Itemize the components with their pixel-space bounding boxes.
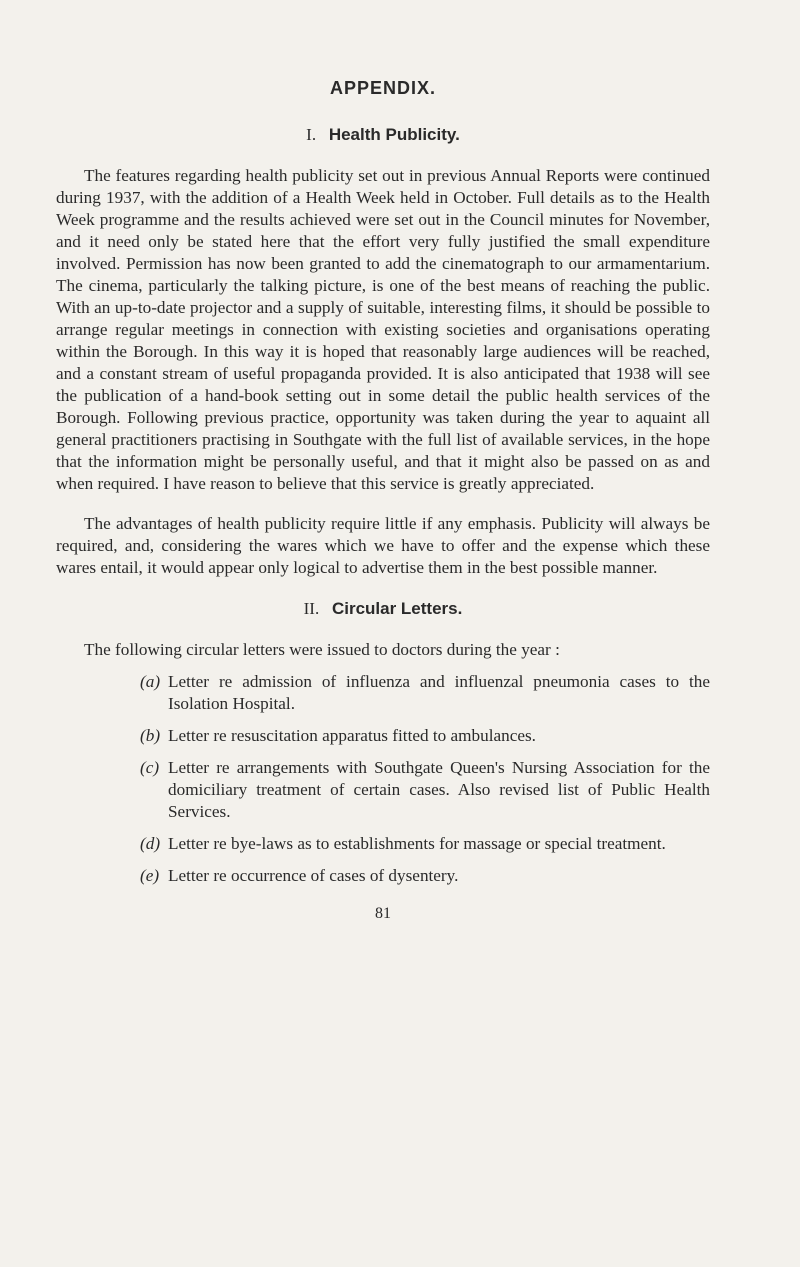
appendix-title: APPENDIX. (329, 78, 437, 98)
list-item-text: Letter re resuscitation apparatus fitted to ambulances. (168, 726, 536, 745)
list-item-text: Letter re admission of influenza and influenzal pneumonia cases to the Isolation Hospital. (168, 672, 710, 713)
paragraph: The features regarding health publicity set out in previous Annual Reports were continued during 1937, with the addition of a Health Week held in October. Full details as to the Health Week programme and the results achieved were set out in the Council minutes for November, and it need only be stated here that the effort very fully justified the small expenditure involved. Permission has now been granted to add the cinematograph to our armamentarium. The cinema, particularly the talking picture, is one of the best means of reaching the public. With an up-to-date projector and a supply of suitable, interesting films, it should be possible to arrange regular meetings in connection with existing societies and organisations operating within the Borough. In this way it is hoped that reasonably large audiences will be reached, and a constant stream of useful propaganda provided. It is also anticipated that 1938 will see the publication of a hand-book setting out in some detail the public health services of the Borough. Following previous practice, opportunity was taken during the year to aquaint all general practitioners practising in Southgate with the full list of available services, in the hope that the information might be personally useful, and that it might also be passed on as and when required. I have reason to believe that this service is greatly appreciated. (56, 166, 710, 493)
list-marker: (c) (140, 758, 160, 777)
circular-letters-intro: The following circular letters were issued to doctors during the year : (84, 640, 560, 659)
health-publicity-body (56, 165, 710, 579)
list-item (56, 865, 710, 887)
list-item (56, 833, 710, 855)
list-item (56, 757, 710, 823)
section-title: Health Publicity. (328, 125, 460, 144)
list-item (56, 671, 710, 715)
list-item-text: Letter re occurrence of cases of dysentery. (168, 866, 459, 885)
list-item-text: Letter re arrangements with Southgate Queen's Nursing Association for the domiciliary treatment of certain cases. Also revised list of Public Health Services. (168, 758, 710, 821)
paragraph: The advantages of health publicity require little if any emphasis. Publicity will always be required, and, considering the wares which we have to offer and the expense which these wares entail, it would appear only logical to advertise them in the best possible manner. (56, 514, 710, 577)
section-title: Circular Letters. (331, 599, 463, 618)
page-number: 81 (375, 905, 391, 922)
section-number: II. (303, 599, 320, 618)
list-marker: (b) (140, 726, 161, 745)
section-heading-circular-letters (56, 599, 710, 619)
list-marker: (d) (140, 834, 161, 853)
circular-letters-list (56, 671, 710, 887)
list-marker: (a) (140, 672, 161, 691)
section-number: I. (306, 125, 317, 144)
list-item-text: Letter re bye-laws as to establishments for massage or special treatment. (168, 834, 666, 853)
list-item (56, 725, 710, 747)
list-marker: (e) (140, 866, 160, 885)
section-heading-health-publicity (56, 125, 710, 145)
